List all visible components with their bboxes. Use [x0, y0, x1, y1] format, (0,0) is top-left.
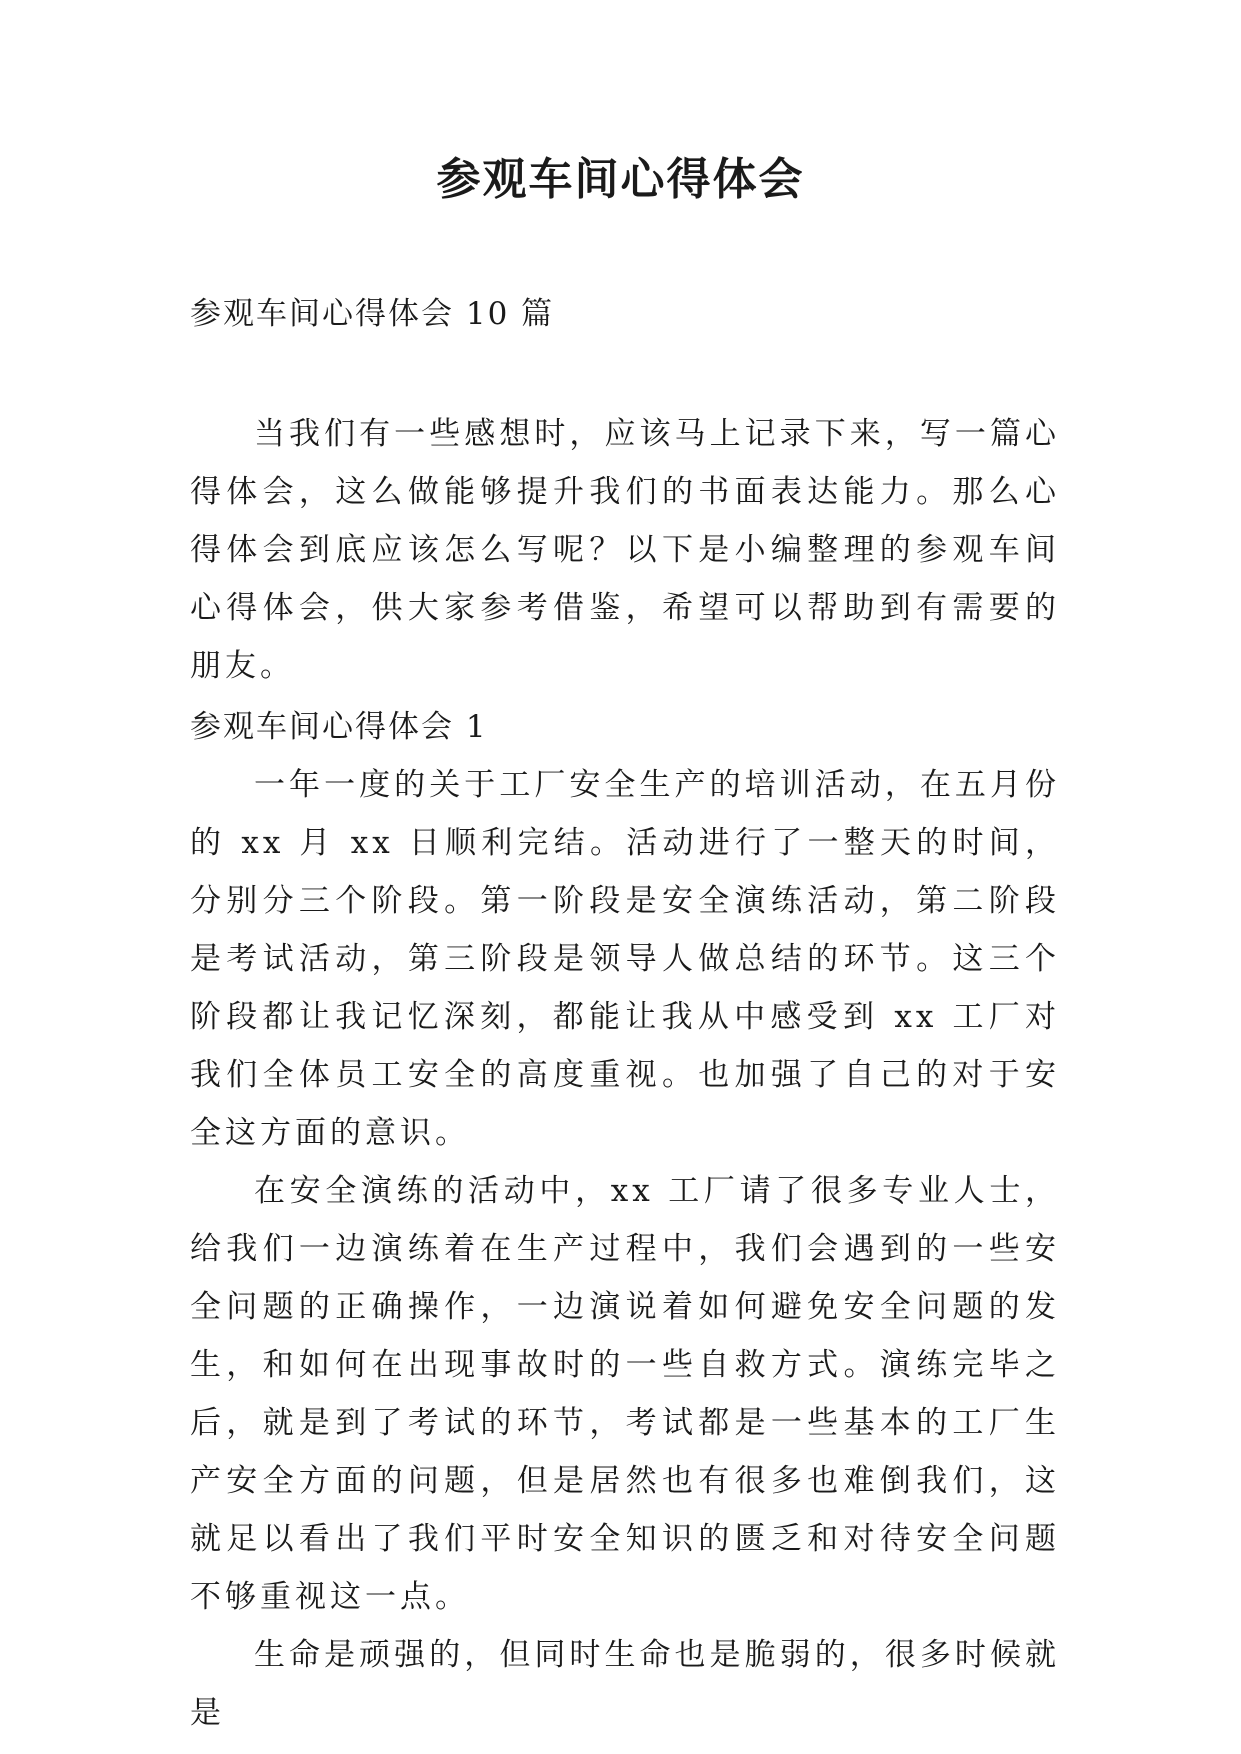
intro-paragraph: 当我们有一些感想时，应该马上记录下来，写一篇心得体会，这么做能够提升我们的书面表达能力。那么心得体会到底应该怎么写呢？以下是小编整理的参观车间心得体会，供大家参考借鉴，希望可以帮助到有需要的朋友。 — [190, 416, 1060, 684]
intro-section — [190, 405, 1060, 695]
section-1-paragraph-2: 在安全演练的活动中，xx 工厂请了很多专业人士，给我们一边演练着在生产过程中，我们会遇到的一些安全问题的正确操作，一边演说着如何避免安全问题的发生，和如何在出现事故时的一些自救方式。演练完毕之后，就是到了考试的环节，考试都是一些基本的工厂生产安全方面的问题，但是居然也有很多也难倒我们，这就足以看出了我们平时安全知识的匮乏和对待安全问题不够重视这一点。 — [190, 1173, 1060, 1615]
document-subtitle: 参观车间心得体会 10 篇 — [190, 296, 555, 332]
section-1-heading: 参观车间心得体会 1 — [190, 709, 488, 745]
document-title: 参观车间心得体会 — [436, 154, 805, 205]
section-1 — [190, 698, 1060, 1742]
section-1-paragraph-1: 一年一度的关于工厂安全生产的培训活动，在五月份的 xx 月 xx 日顺利完结。活动进行了一整天的时间，分别分三个阶段。第一阶段是安全演练活动，第二阶段是考试活动，第三阶段是领导人做总结的环节。这三个阶段都让我记忆深刻，都能让我从中感受到 xx 工厂对我们全体员工安全的高度重视。也加强了自己的对于安全这方面的意识。 — [190, 767, 1060, 1151]
section-1-paragraph-3: 生命是顽强的，但同时生命也是脆弱的，很多时候就是 — [190, 1637, 1060, 1731]
